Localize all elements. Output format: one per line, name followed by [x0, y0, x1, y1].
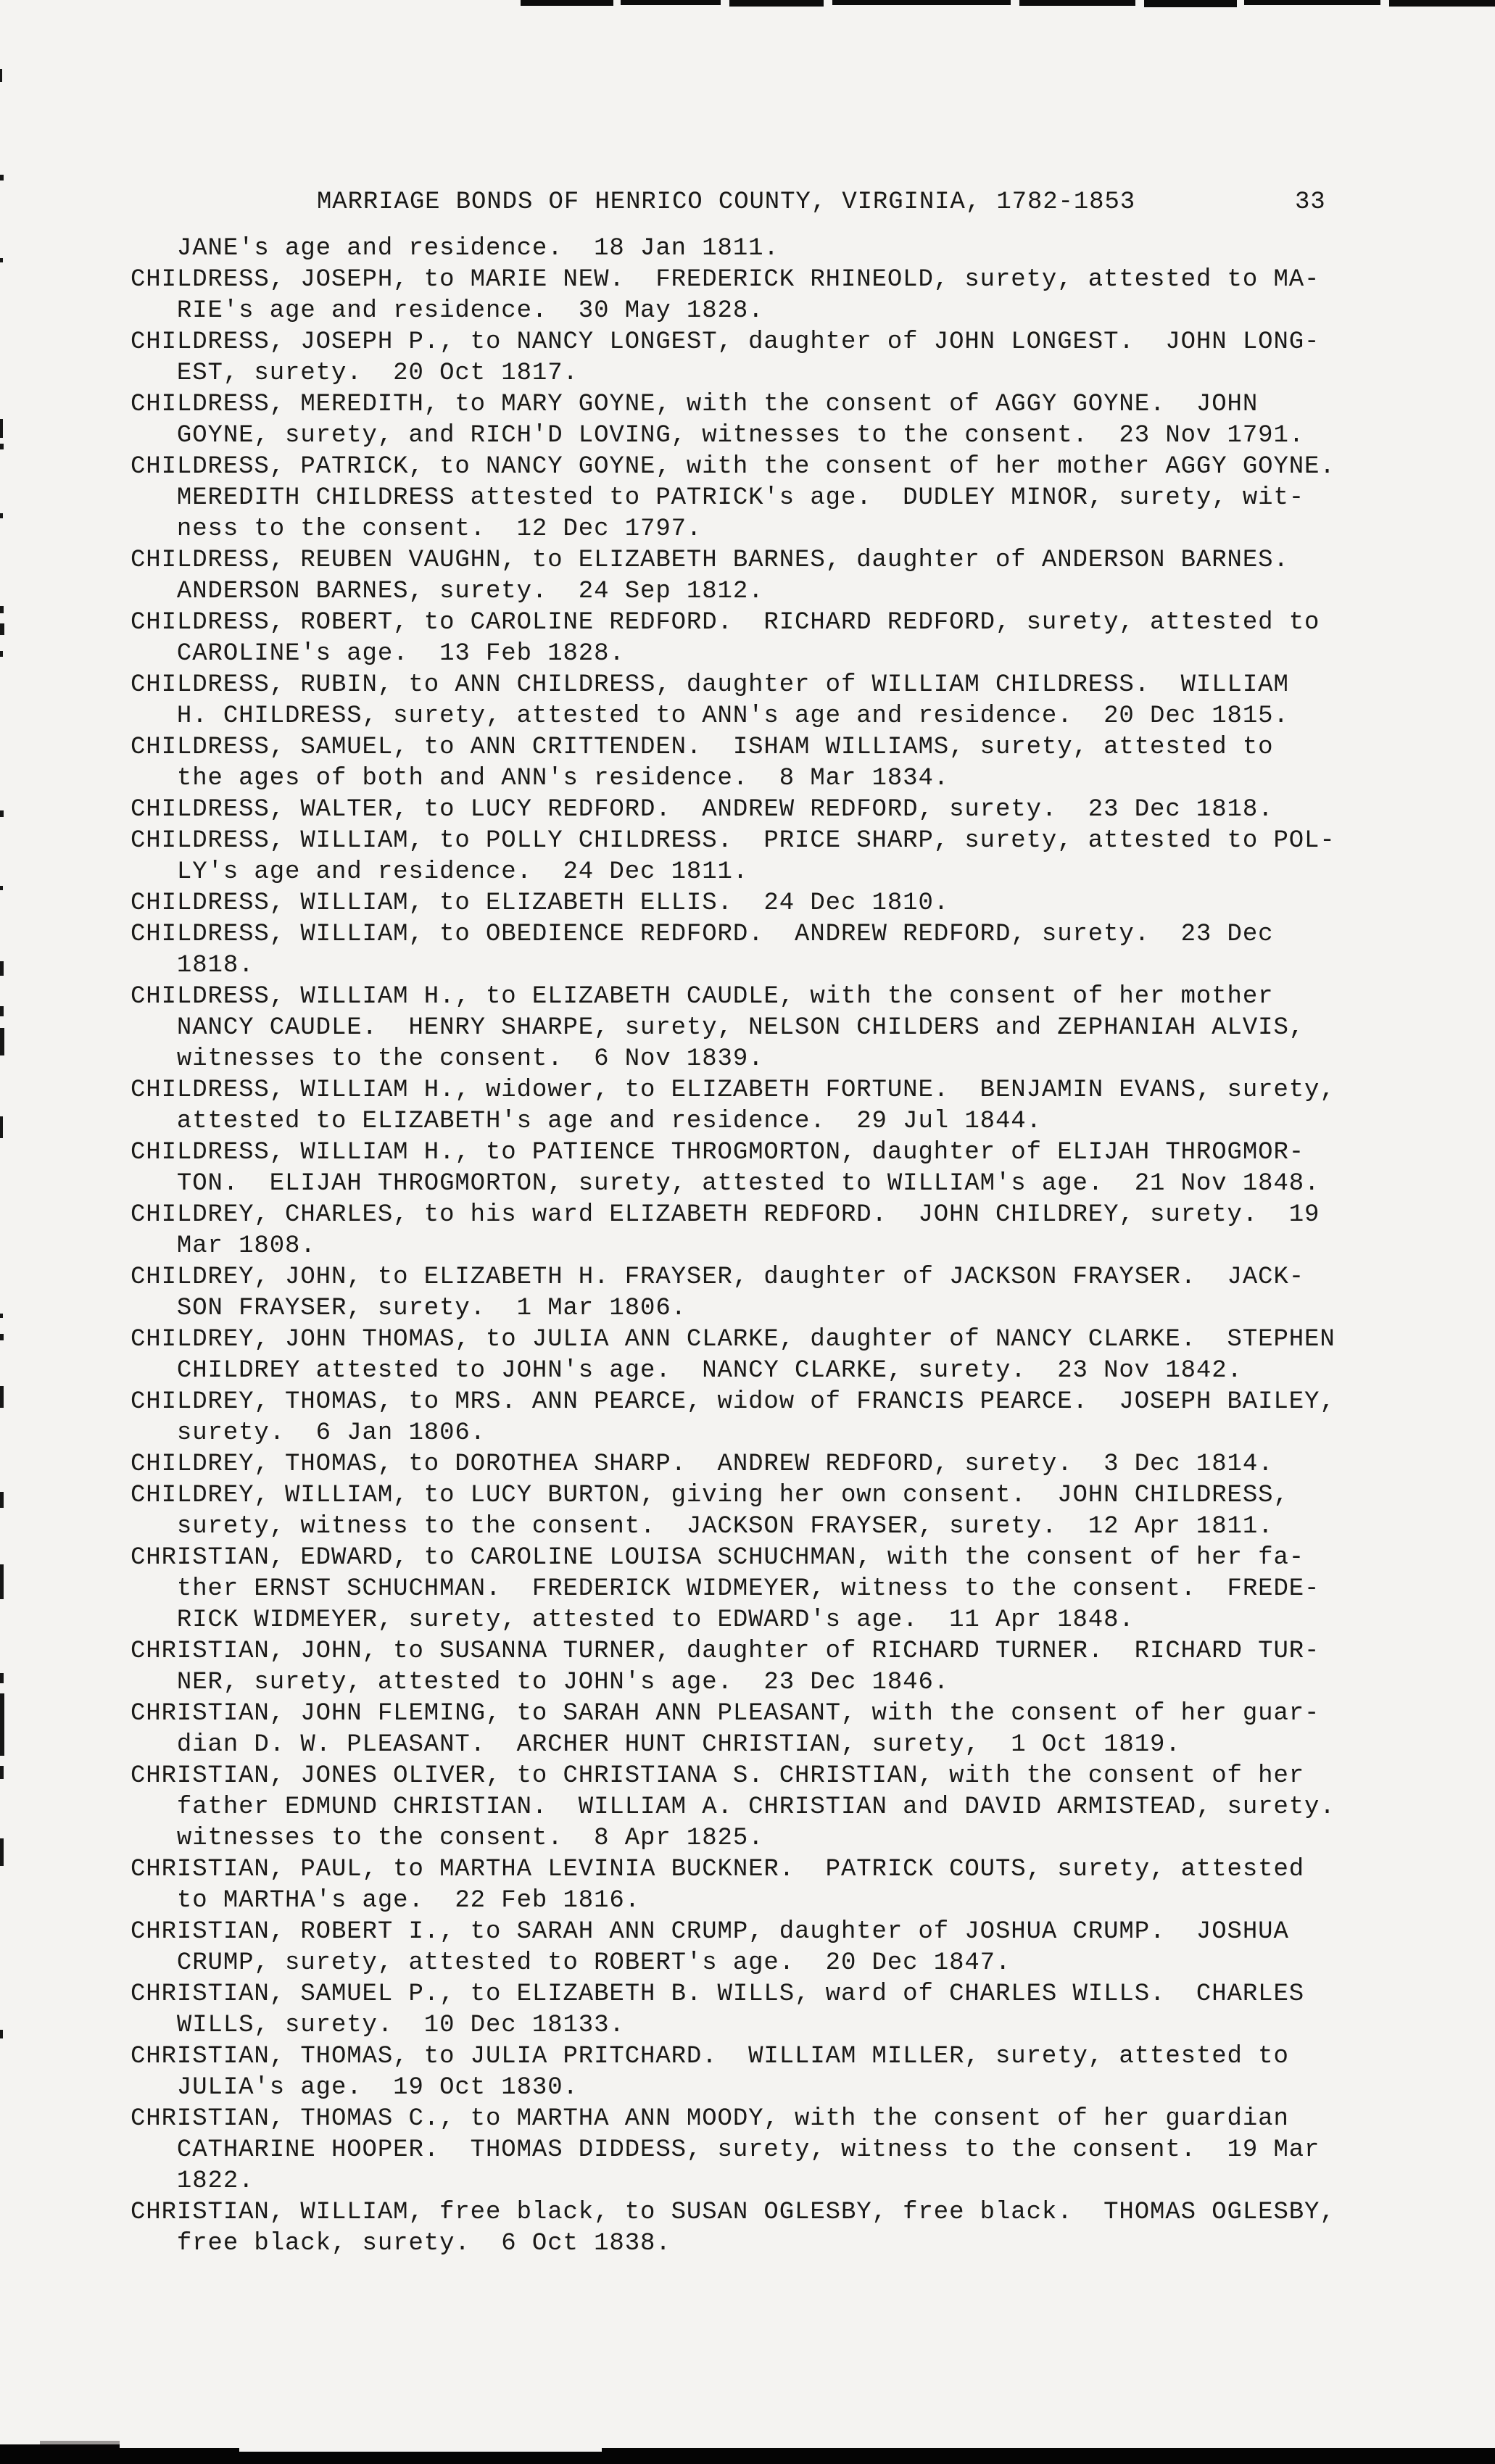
scan-artifact: [0, 886, 3, 890]
record-line: CHILDRESS, WILLIAM H., widower, to ELIZABETH FORTUNE. BENJAMIN EVANS, surety,: [131, 1077, 1335, 1104]
scan-artifact: [0, 1693, 4, 1756]
scan-artifact: [0, 69, 2, 82]
record-lines: [131, 233, 1399, 2260]
record-line: RICK WIDMEYER, surety, attested to EDWARD's age. 11 Apr 1848.: [131, 1606, 1135, 1634]
scan-artifact: [729, 0, 824, 7]
scan-artifact: [0, 651, 3, 657]
scan-artifact: [0, 1334, 4, 1340]
page-number: 33: [1295, 188, 1326, 216]
record-line: NANCY CAUDLE. HENRY SHARPE, surety, NELSON CHILDERS and ZEPHANIAH ALVIS,: [131, 1014, 1305, 1042]
record-line: JANE's age and residence. 18 Jan 1811.: [131, 235, 779, 262]
scan-artifact: [0, 2030, 3, 2038]
record-line: CHILDREY, JOHN, to ELIZABETH H. FRAYSER, daughter of JACKSON FRAYSER. JACK-: [131, 1264, 1305, 1291]
scan-artifact: [0, 513, 3, 518]
record-line: EST, surety. 20 Oct 1817.: [131, 360, 579, 387]
scan-artifact: [0, 1673, 4, 1683]
scan-artifact: [0, 1116, 3, 1138]
scan-artifact: [0, 810, 4, 817]
record-line: CHILDREY, WILLIAM, to LUCY BURTON, giving her own consent. JOHN CHILDRESS,: [131, 1482, 1289, 1509]
record-line: CATHARINE HOOPER. THOMAS DIDDESS, surety, witness to the consent. 19 Mar: [131, 2136, 1320, 2164]
record-line: CHILDRESS, ROBERT, to CAROLINE REDFORD. RICHARD REDFORD, surety, attested to: [131, 609, 1320, 636]
record-line: CHILDREY, THOMAS, to MRS. ANN PEARCE, widow of FRANCIS PEARCE. JOSEPH BAILEY,: [131, 1388, 1335, 1416]
scan-artifact: [832, 0, 1011, 5]
record-line: to MARTHA's age. 22 Feb 1816.: [131, 1887, 641, 1915]
scan-artifact: [1144, 0, 1237, 7]
record-line: CRUMP, surety, attested to ROBERT's age. 20 Dec 1847.: [131, 1949, 1011, 1977]
scan-artifact: [0, 1564, 4, 1599]
scan-artifact: [621, 0, 721, 5]
record-line: CHILDREY, CHARLES, to his ward ELIZABETH REDFORD. JOHN CHILDREY, surety. 19: [131, 1201, 1320, 1229]
record-line: attested to ELIZABETH's age and residence. 29 Jul 1844.: [131, 1108, 1042, 1135]
record-line: CHRISTIAN, THOMAS, to JULIA PRITCHARD. WILLIAM MILLER, surety, attested to: [131, 2043, 1289, 2070]
record-line: TON. ELIJAH THROGMORTON, surety, attested to WILLIAM's age. 21 Nov 1848.: [131, 1170, 1320, 1198]
record-line: RIE's age and residence. 30 May 1828.: [131, 297, 764, 325]
record-line: 1818.: [131, 952, 254, 979]
record-line: CHILDRESS, RUBIN, to ANN CHILDRESS, daughter of WILLIAM CHILDRESS. WILLIAM: [131, 671, 1289, 699]
record-line: H. CHILDRESS, surety, attested to ANN's age and residence. 20 Dec 1815.: [131, 702, 1289, 730]
scan-artifact: [0, 444, 4, 449]
record-line: CHILDRESS, WILLIAM, to ELIZABETH ELLIS. 24 Dec 1810.: [131, 889, 950, 917]
scan-artifact: [521, 0, 613, 6]
scan-artifact: [0, 419, 3, 438]
record-line: CHILDRESS, MEREDITH, to MARY GOYNE, with the consent of AGGY GOYNE. JOHN: [131, 391, 1259, 418]
record-line: CHILDREY, JOHN THOMAS, to JULIA ANN CLARKE, daughter of NANCY CLARKE. STEPHEN: [131, 1326, 1335, 1353]
record-line: witnesses to the consent. 6 Nov 1839.: [131, 1045, 764, 1073]
scan-artifact: [1389, 0, 1495, 7]
record-line: LY's age and residence. 24 Dec 1811.: [131, 858, 749, 886]
record-line: ANDERSON BARNES, surety. 24 Sep 1812.: [131, 578, 764, 605]
record-line: CHRISTIAN, EDWARD, to CAROLINE LOUISA SCHUCHMAN, with the consent of her fa-: [131, 1544, 1305, 1572]
scan-artifact: [0, 1386, 4, 1408]
scan-artifact: [1244, 0, 1380, 5]
record-line: CHRISTIAN, JONES OLIVER, to CHRISTIANA S. CHRISTIAN, with the consent of her: [131, 1762, 1305, 1790]
scan-artifact: [0, 175, 4, 181]
record-line: CHILDRESS, PATRICK, to NANCY GOYNE, with the consent of her mother AGGY GOYNE.: [131, 453, 1335, 481]
scan-artifact: [0, 1838, 4, 1866]
record-line: CHRISTIAN, WILLIAM, free black, to SUSAN OGLESBY, free black. THOMAS OGLESBY,: [131, 2199, 1335, 2226]
record-line: CHILDRESS, WILLIAM H., to ELIZABETH CAUDLE, with the consent of her mother: [131, 983, 1274, 1011]
scan-artifact: [0, 623, 4, 635]
page-title: MARRIAGE BONDS OF HENRICO COUNTY, VIRGINIA, 1782-1853: [317, 188, 1136, 216]
record-line: CHILDRESS, SAMUEL, to ANN CRITTENDEN. ISHAM WILLIAMS, surety, attested to: [131, 734, 1274, 761]
record-line: CHILDRESS, WALTER, to LUCY REDFORD. ANDREW REDFORD, surety. 23 Dec 1818.: [131, 796, 1274, 824]
record-line: GOYNE, surety, and RICH'D LOVING, witnesses to the consent. 23 Nov 1791.: [131, 422, 1305, 449]
record-line: CHILDRESS, WILLIAM, to OBEDIENCE REDFORD. ANDREW REDFORD, surety. 23 Dec: [131, 921, 1274, 948]
record-line: CHILDRESS, WILLIAM H., to PATIENCE THROGMORTON, daughter of ELIJAH THROGMOR-: [131, 1139, 1305, 1166]
record-line: father EDMUND CHRISTIAN. WILLIAM A. CHRISTIAN and DAVID ARMISTEAD, surety.: [131, 1793, 1335, 1821]
record-line: WILLS, surety. 10 Dec 18133.: [131, 2012, 625, 2039]
record-line: CAROLINE's age. 13 Feb 1828.: [131, 640, 625, 668]
record-line: CHILDREY attested to JOHN's age. NANCY CLARKE, surety. 23 Nov 1842.: [131, 1357, 1243, 1385]
scan-artifact: [0, 1006, 4, 1016]
scan-artifact: [0, 2444, 120, 2464]
record-line: 1822.: [131, 2168, 254, 2195]
record-line: surety, witness to the consent. JACKSON FRAYSER, surety. 12 Apr 1811.: [131, 1513, 1274, 1540]
record-line: NER, surety, attested to JOHN's age. 23 Dec 1846.: [131, 1669, 950, 1696]
record-line: CHILDRESS, WILLIAM, to POLLY CHILDRESS. PRICE SHARP, surety, attested to POL-: [131, 827, 1335, 855]
record-line: witnesses to the consent. 8 Apr 1825.: [131, 1825, 764, 1852]
scan-artifact: [40, 2441, 120, 2444]
record-line: CHILDRESS, JOSEPH, to MARIE NEW. FREDERICK RHINEOLD, surety, attested to MA-: [131, 266, 1320, 294]
record-line: CHILDREY, THOMAS, to DOROTHEA SHARP. ANDREW REDFORD, surety. 3 Dec 1814.: [131, 1451, 1274, 1478]
record-line: the ages of both and ANN's residence. 8 Mar 1834.: [131, 765, 950, 792]
scan-artifact: [120, 2448, 239, 2464]
record-line: dian D. W. PLEASANT. ARCHER HUNT CHRISTIAN, surety, 1 Oct 1819.: [131, 1731, 1181, 1759]
scan-artifact: [0, 1314, 3, 1318]
record-line: CHRISTIAN, PAUL, to MARTHA LEVINIA BUCKNER. PATRICK COUTS, surety, attested: [131, 1856, 1305, 1883]
scan-artifact: [0, 258, 3, 262]
record-line: CHRISTIAN, THOMAS C., to MARTHA ANN MOODY, with the consent of her guardian: [131, 2105, 1289, 2133]
scan-artifact: [0, 1492, 4, 1508]
record-line: SON FRAYSER, surety. 1 Mar 1806.: [131, 1295, 687, 1322]
record-line: Mar 1808.: [131, 1232, 316, 1260]
record-line: ther ERNST SCHUCHMAN. FREDERICK WIDMEYER, witness to the consent. FREDE-: [131, 1575, 1320, 1603]
record-line: CHILDRESS, REUBEN VAUGHN, to ELIZABETH BARNES, daughter of ANDERSON BARNES.: [131, 547, 1289, 574]
record-line: CHRISTIAN, JOHN, to SUSANNA TURNER, daughter of RICHARD TURNER. RICHARD TUR-: [131, 1638, 1320, 1665]
record-line: CHILDRESS, JOSEPH P., to NANCY LONGEST, daughter of JOHN LONGEST. JOHN LONG-: [131, 328, 1320, 356]
scan-artifact: [0, 606, 4, 613]
record-line: surety. 6 Jan 1806.: [131, 1419, 486, 1447]
scan-artifact: [0, 961, 4, 976]
record-line: ness to the consent. 12 Dec 1797.: [131, 515, 703, 543]
record-line: CHRISTIAN, JOHN FLEMING, to SARAH ANN PLEASANT, with the consent of her guar-: [131, 1700, 1320, 1727]
record-line: free black, surety. 6 Oct 1838.: [131, 2230, 671, 2257]
record-line: CHRISTIAN, ROBERT I., to SARAH ANN CRUMP, daughter of JOSHUA CRUMP. JOSHUA: [131, 1918, 1289, 1946]
record-line: MEREDITH CHILDRESS attested to PATRICK's age. DUDLEY MINOR, surety, wit-: [131, 484, 1305, 512]
scan-artifact: [0, 1028, 4, 1055]
scan-artifact: [602, 2448, 1495, 2464]
scan-artifact: [0, 1766, 4, 1779]
record-line: JULIA's age. 19 Oct 1830.: [131, 2074, 579, 2102]
record-line: CHRISTIAN, SAMUEL P., to ELIZABETH B. WILLS, ward of CHARLES WILLS. CHARLES: [131, 1980, 1305, 2008]
scan-artifact: [1019, 0, 1135, 6]
